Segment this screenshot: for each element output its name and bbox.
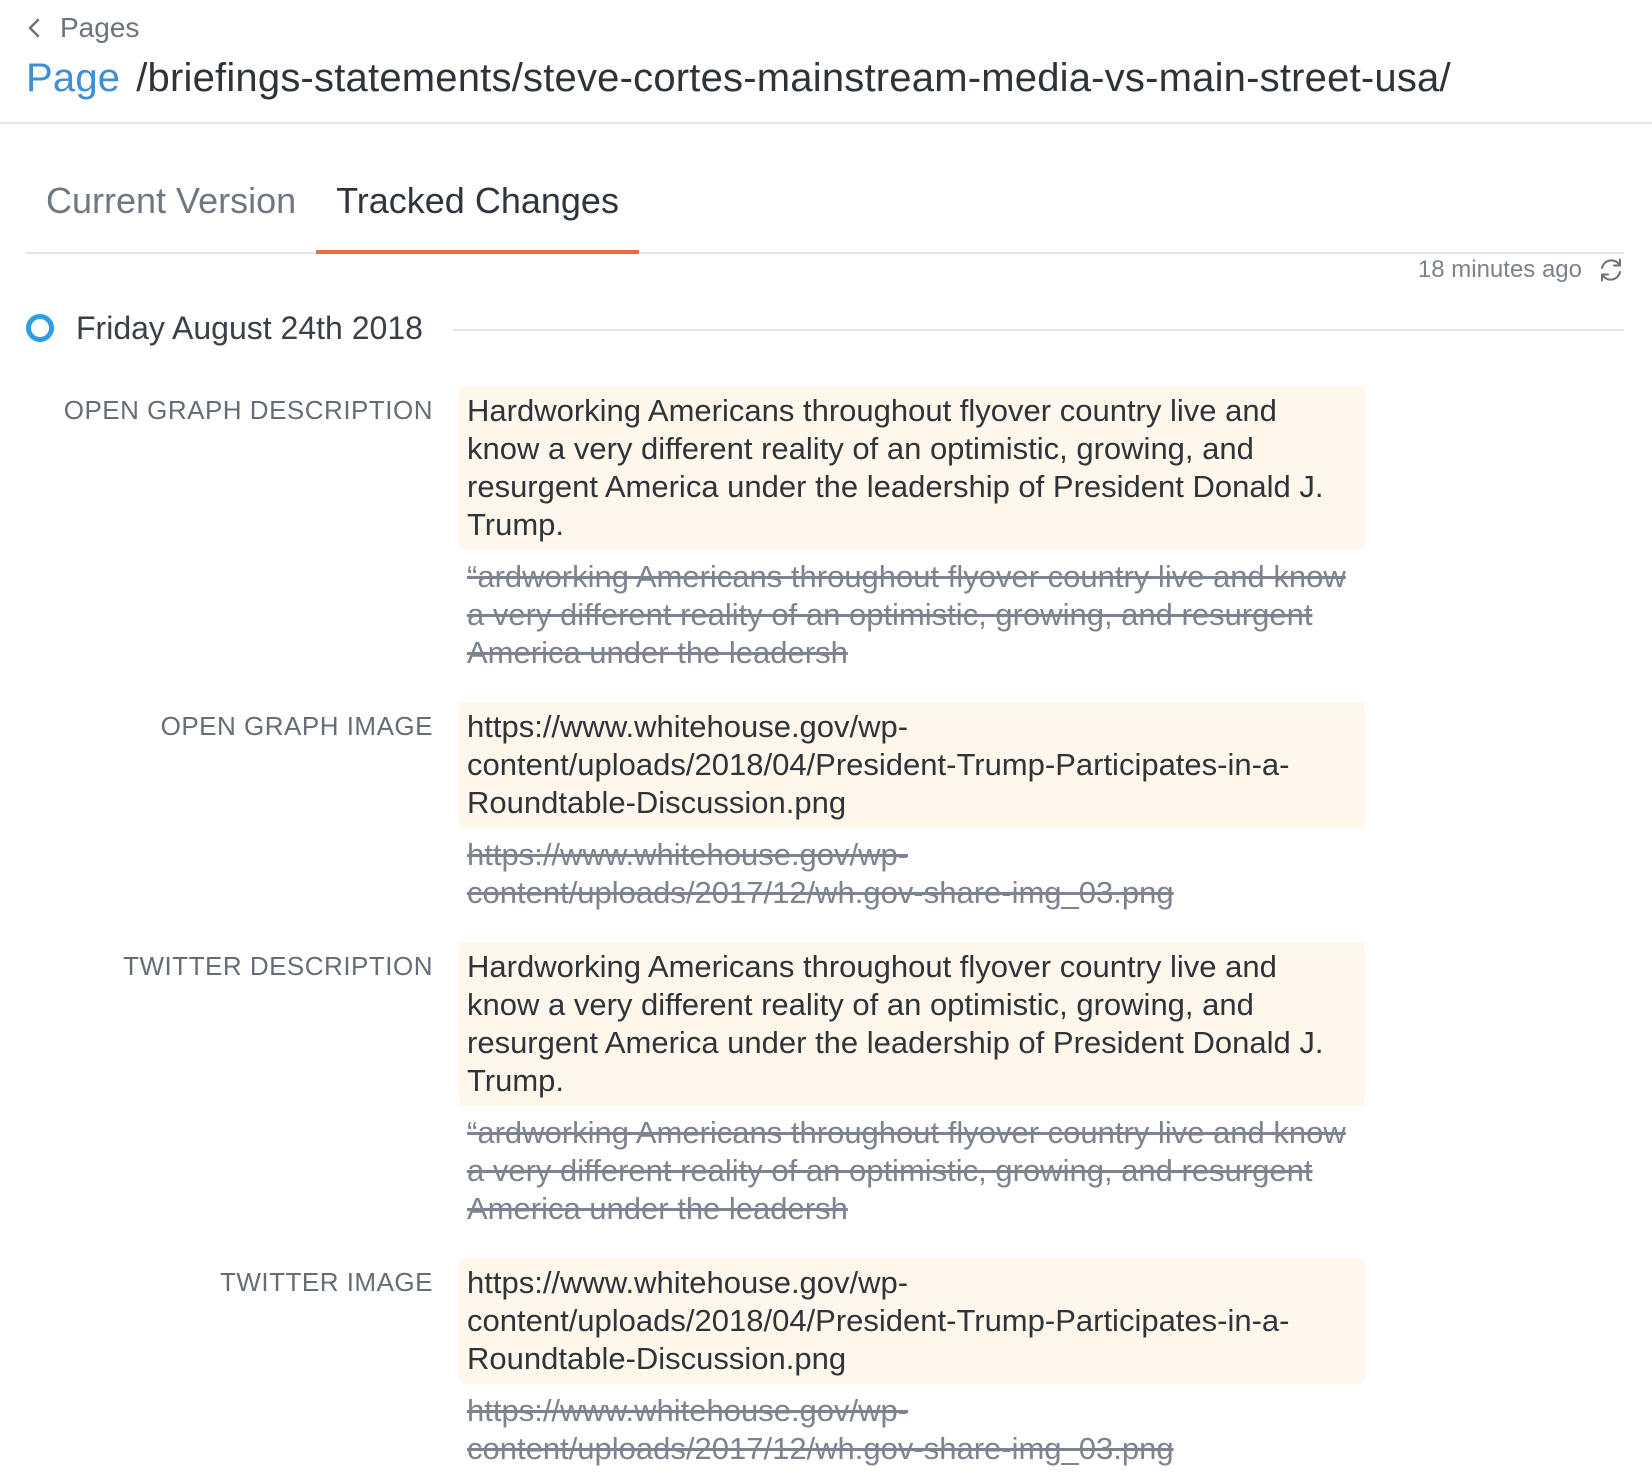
added-value: https://www.whitehouse.gov/wp-content/uploads/2018/04/President-Trump-Participates-in-a-Roundtable-Discussion.png	[459, 702, 1365, 828]
change-item	[0, 1258, 1652, 1468]
tab-bar	[26, 160, 1624, 254]
page-title	[26, 56, 1451, 101]
page-path: /briefings-statements/steve-cortes-mainstream-media-vs-main-street-usa/	[136, 56, 1451, 100]
field-label: OPEN GRAPH IMAGE	[160, 711, 433, 741]
last-updated-timestamp: 18 minutes ago	[1417, 256, 1582, 283]
removed-value: https://www.whitehouse.gov/wp-content/uploads/2017/12/wh.gov-share-img_03.png	[467, 837, 1174, 910]
change-item	[0, 702, 1652, 912]
added-value: https://www.whitehouse.gov/wp-content/uploads/2018/04/President-Trump-Participates-in-a-Roundtable-Discussion.png	[459, 1258, 1365, 1384]
timeline-date: Friday August 24th 2018	[76, 309, 423, 346]
change-item	[0, 386, 1652, 672]
field-label: TWITTER DESCRIPTION	[123, 951, 433, 981]
timeline-date-row	[26, 306, 1624, 350]
removed-value: “ardworking Americans throughout flyover country live and know a very different reality of an optimistic, growing, and resurgent America under the leadersh	[467, 1115, 1346, 1226]
timeline-dot-icon	[26, 314, 54, 342]
added-value: Hardworking Americans throughout flyover country live and know a very different reality of an optimistic, growing, and resurgent America under the leadership of President Donald J. Trump.	[459, 942, 1365, 1106]
field-label: TWITTER IMAGE	[219, 1267, 433, 1297]
breadcrumb[interactable]	[26, 12, 139, 44]
tab-tracked-changes[interactable]: Tracked Changes	[316, 160, 639, 252]
change-values	[459, 702, 1365, 912]
change-values	[459, 942, 1365, 1228]
refresh-icon[interactable]	[1596, 255, 1626, 285]
added-value: Hardworking Americans throughout flyover country live and know a very different reality of an optimistic, growing, and resurgent America under the leadership of President Donald J. Trump.	[459, 386, 1365, 550]
refresh-status	[1418, 255, 1626, 285]
timeline-divider	[453, 329, 1624, 331]
header-divider	[0, 122, 1652, 124]
breadcrumb-label[interactable]: Pages	[60, 12, 140, 43]
change-item	[0, 942, 1652, 1228]
change-values	[459, 386, 1365, 672]
tab-current-version[interactable]: Current Version	[46, 180, 297, 221]
chevron-left-icon	[26, 17, 42, 39]
change-values	[459, 1258, 1365, 1468]
removed-value: “ardworking Americans throughout flyover country live and know a very different reality of an optimistic, growing, and resurgent America under the leadersh	[467, 559, 1346, 670]
removed-value: https://www.whitehouse.gov/wp-content/uploads/2017/12/wh.gov-share-img_03.png	[467, 1393, 1174, 1466]
field-label: OPEN GRAPH DESCRIPTION	[63, 395, 433, 425]
change-list	[0, 386, 1652, 1484]
page-kind-link[interactable]: Page	[26, 56, 121, 100]
